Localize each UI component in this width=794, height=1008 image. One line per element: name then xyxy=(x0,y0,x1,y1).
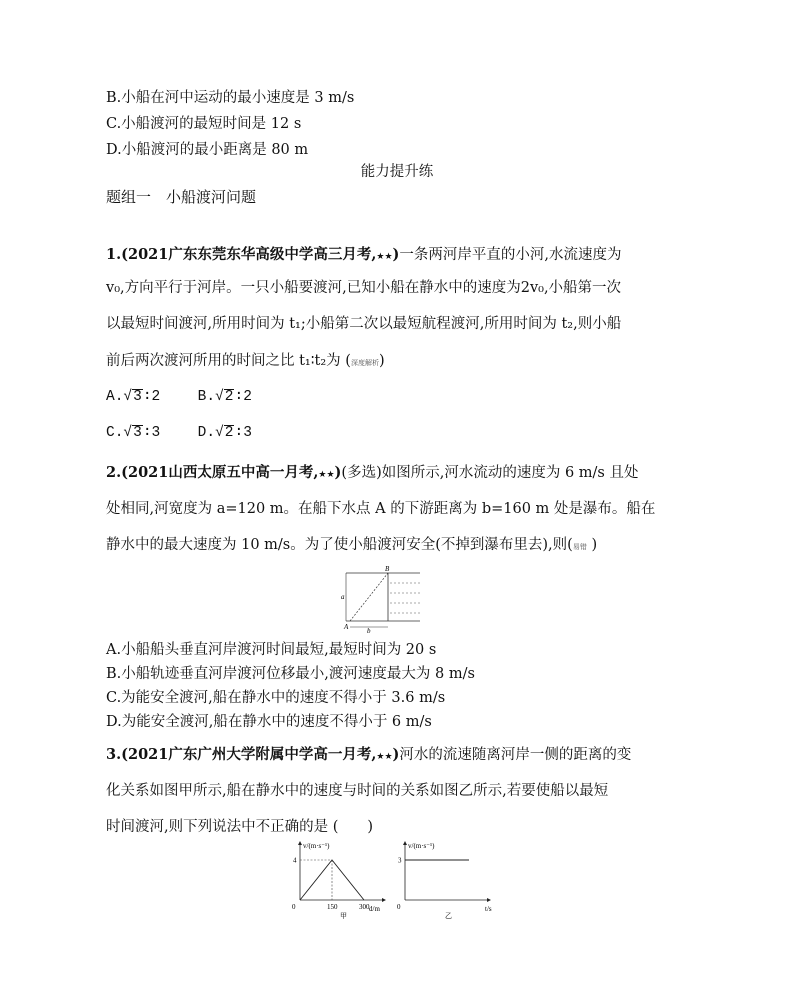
q1-option-a-radicand: 3 xyxy=(133,389,142,405)
q3-source: (2021广东广州大学附属中学高一月考, xyxy=(121,746,377,763)
star-icon: ★★ xyxy=(318,470,335,480)
x-axis-arrow-icon xyxy=(382,898,386,902)
q2-source-close: ) xyxy=(334,464,342,481)
section-title: 能力提升练 xyxy=(360,164,434,180)
q1-option-a-label: A. xyxy=(106,389,124,405)
q1-option-d-label: D. xyxy=(197,425,216,441)
q1-option-d-radicand: 2 xyxy=(224,425,234,441)
q2-line-2: 处相同,河宽度为 a=120 m。在船下水点 A 的下游距离为 b=160 m 处是瀑布。船在 xyxy=(106,501,656,517)
q1-option-a: A.√3∶2 xyxy=(106,389,161,405)
label-b-length: b xyxy=(367,627,371,635)
prev-option-c: C.小船渡河的最短时间是 12 s xyxy=(106,116,302,132)
chart-yi xyxy=(395,840,500,920)
q1-option-c: C.√3∶3 xyxy=(106,425,161,441)
q2-source: (2021山西太原五中高一月考, xyxy=(121,464,319,481)
x-axis-label: d/m xyxy=(369,905,380,913)
x-tick-label: 0 xyxy=(292,903,296,911)
q1-source: (2021广东东莞东华高级中学高三月考, xyxy=(121,246,377,263)
q2-option-b: B.小船轨迹垂直河岸渡河位移最小,渡河速度最大为 8 m/s xyxy=(106,666,475,682)
q1-tag: 深度解析 xyxy=(350,359,379,367)
q1-option-c-label: C. xyxy=(106,425,124,441)
q2-line-1 xyxy=(106,463,638,485)
q2-line-3 xyxy=(106,535,597,557)
q1-line-1 xyxy=(106,245,622,267)
q2-close: ) xyxy=(591,537,598,553)
y-axis-label: v/(m·s⁻¹) xyxy=(408,842,435,850)
series-line xyxy=(300,860,364,900)
q3-line-1 xyxy=(106,745,631,767)
q2-tag: 易错 xyxy=(572,543,587,551)
chart-title: 甲 xyxy=(340,912,347,920)
q2-text-1: (多选)如图所示,河水流动的速度为 6 m/s 且处 xyxy=(341,465,639,481)
q1-line-4: 前后两次渡河所用的时间之比 t₁∶t₂为 (深度解析) xyxy=(106,353,385,369)
river-figure xyxy=(330,565,430,635)
y-axis-arrow-icon xyxy=(298,841,302,845)
q1-option-d: D.√2∶3 xyxy=(197,425,252,441)
q2-option-a: A.小船船头垂直河岸渡河时间最短,最短时间为 20 s xyxy=(106,642,437,658)
q3-number: 3. xyxy=(106,746,122,763)
q1-option-b-label: B. xyxy=(197,389,216,405)
x-tick-label: 0 xyxy=(397,903,401,911)
q2-option-c: C.为能安全渡河,船在静水中的速度不得小于 3.6 m/s xyxy=(106,690,446,706)
q1-options-cd xyxy=(106,423,252,443)
y-axis-label: v/(m·s⁻¹) xyxy=(303,842,330,850)
prev-option-d: D.小船渡河的最小距离是 80 m xyxy=(106,142,309,158)
q3-text-1: 河水的流速随离河岸一侧的距离的变 xyxy=(399,747,632,763)
group-title: 题组一 小船渡河问题 xyxy=(106,188,257,206)
q1-number: 1. xyxy=(106,246,122,263)
q2-number: 2. xyxy=(106,464,122,481)
q3-source-close: ) xyxy=(392,746,400,763)
diagonal-path xyxy=(350,573,388,621)
chart-jia xyxy=(290,840,400,920)
y-tick-label: 3 xyxy=(398,856,402,865)
q2-text-3: 静水中的最大速度为 10 m/s。为了使小船渡河安全(不掉到瀑布里去),则( xyxy=(106,537,573,553)
star-icon: ★★ xyxy=(376,252,393,262)
q3-line-3: 时间渡河,则下列说法中不正确的是 ( ) xyxy=(106,819,374,835)
q1-option-b: B.√2∶2 xyxy=(197,389,252,405)
x-axis-label: t/s xyxy=(485,905,492,913)
q1-option-d-tail: ∶3 xyxy=(234,425,252,441)
x-axis-arrow-icon xyxy=(487,898,491,902)
prev-option-b: B.小船在河中运动的最小速度是 3 m/s xyxy=(106,90,355,106)
star-icon: ★★ xyxy=(376,752,393,762)
q1-options-ab xyxy=(106,387,252,407)
chart-title: 乙 xyxy=(445,912,452,920)
x-tick-label: 150 xyxy=(327,903,338,911)
q1-option-b-radicand: 2 xyxy=(224,389,234,405)
label-b-point: B xyxy=(385,565,390,573)
label-a-point: A xyxy=(344,623,349,631)
x-tick-label: 300 xyxy=(359,903,370,911)
q1-option-a-tail: ∶2 xyxy=(142,389,161,405)
q1-option-c-tail: ∶3 xyxy=(142,425,161,441)
q1-source-close: ) xyxy=(392,246,400,263)
q1-text-4: 前后两次渡河所用的时间之比 t₁∶t₂为 xyxy=(106,353,346,369)
q3-line-2: 化关系如图甲所示,船在静水中的速度与时间的关系如图乙所示,若要使船以最短 xyxy=(106,783,609,799)
q1-line-3: 以最短时间渡河,所用时间为 t₁;小船第二次以最短航程渡河,所用时间为 t₂,则小船 xyxy=(106,316,622,332)
q1-option-c-radicand: 3 xyxy=(133,425,142,441)
y-tick-label: 4 xyxy=(293,856,297,865)
q1-text-1: 一条两河岸平直的小河,水流速度为 xyxy=(399,247,622,263)
q1-option-b-tail: ∶2 xyxy=(234,389,252,405)
label-a-width: a xyxy=(341,593,345,601)
q1-line-2: v₀,方向平行于河岸。一只小船要渡河,已知小船在静水中的速度为2v₀,小船第一次 xyxy=(106,280,622,296)
y-axis-arrow-icon xyxy=(403,841,407,845)
q2-option-d: D.为能安全渡河,船在静水中的速度不得小于 6 m/s xyxy=(106,714,432,730)
